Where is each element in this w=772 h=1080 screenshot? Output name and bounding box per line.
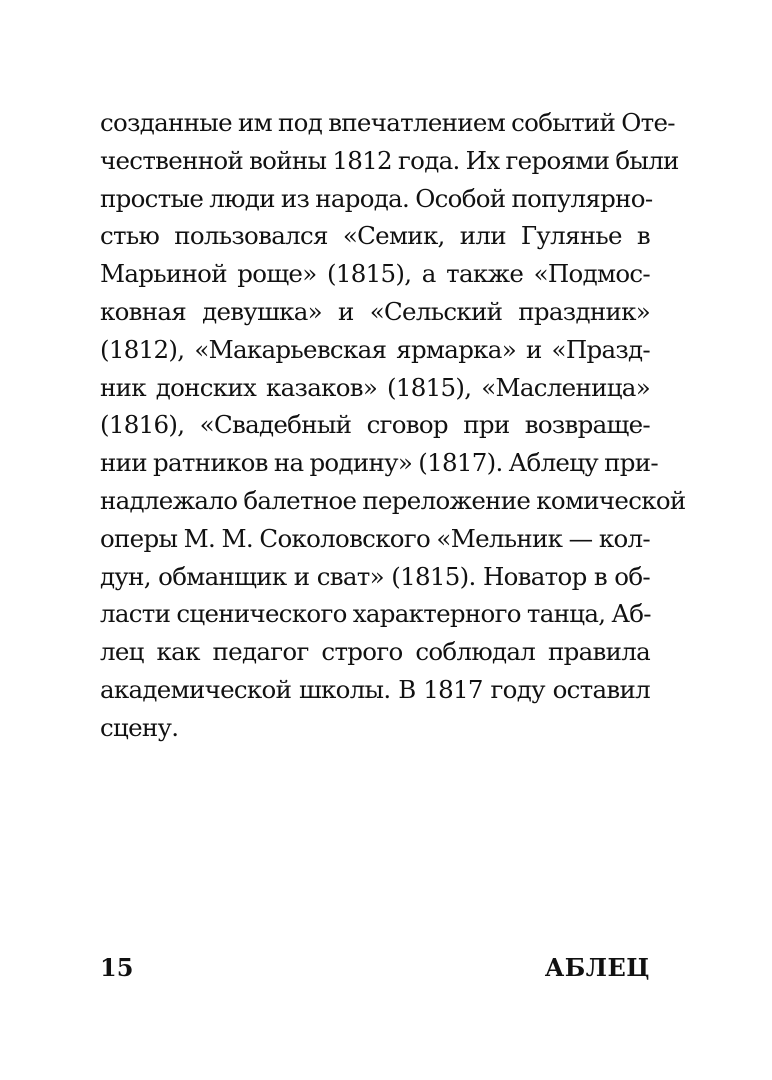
text-line: чественной войны 1812 года. Их героями были [100,145,679,175]
text-line: созданные им под впечатлением событий Оте- [100,108,675,137]
running-head: АБЛЕЦ [544,953,650,982]
text-line: надлежало балетное переложение комической [100,485,686,515]
text-line: сцену. [100,712,179,742]
text-line: нии ратников на родину» (1817). Аблецу при- [100,448,658,478]
text-line: ковная девушка» и «Сельский праздник» [100,296,650,326]
text-line: стью пользовался «Семик, или Гулянье в [100,221,650,251]
text-line: дун, обманщик и сват» (1815). Новатор в об- [100,561,650,591]
text-line: ласти сценического характерного танца, Аб- [100,599,651,629]
text-line: лец как педагог строго соблюдал правила [100,637,650,667]
text-line: простые люди из народа. Особой популярно- [100,183,653,213]
text-line: Марьиной роще» (1815), а также «Подмос- [100,259,650,289]
page-number: 15 [100,953,134,982]
text-line: оперы М. М. Соколовского «Мельник — кол- [100,523,650,553]
text-line: (1816), «Свадебный сговор при возвраще- [100,410,650,440]
page-footer [100,953,650,993]
body-text [100,104,686,747]
text-line: (1812), «Макарьевская ярмарка» и «Празд- [100,334,650,364]
text-line: ник донских казаков» (1815), «Масленица» [100,372,650,402]
text-line: академической школы. В 1817 году оставил [100,674,650,704]
